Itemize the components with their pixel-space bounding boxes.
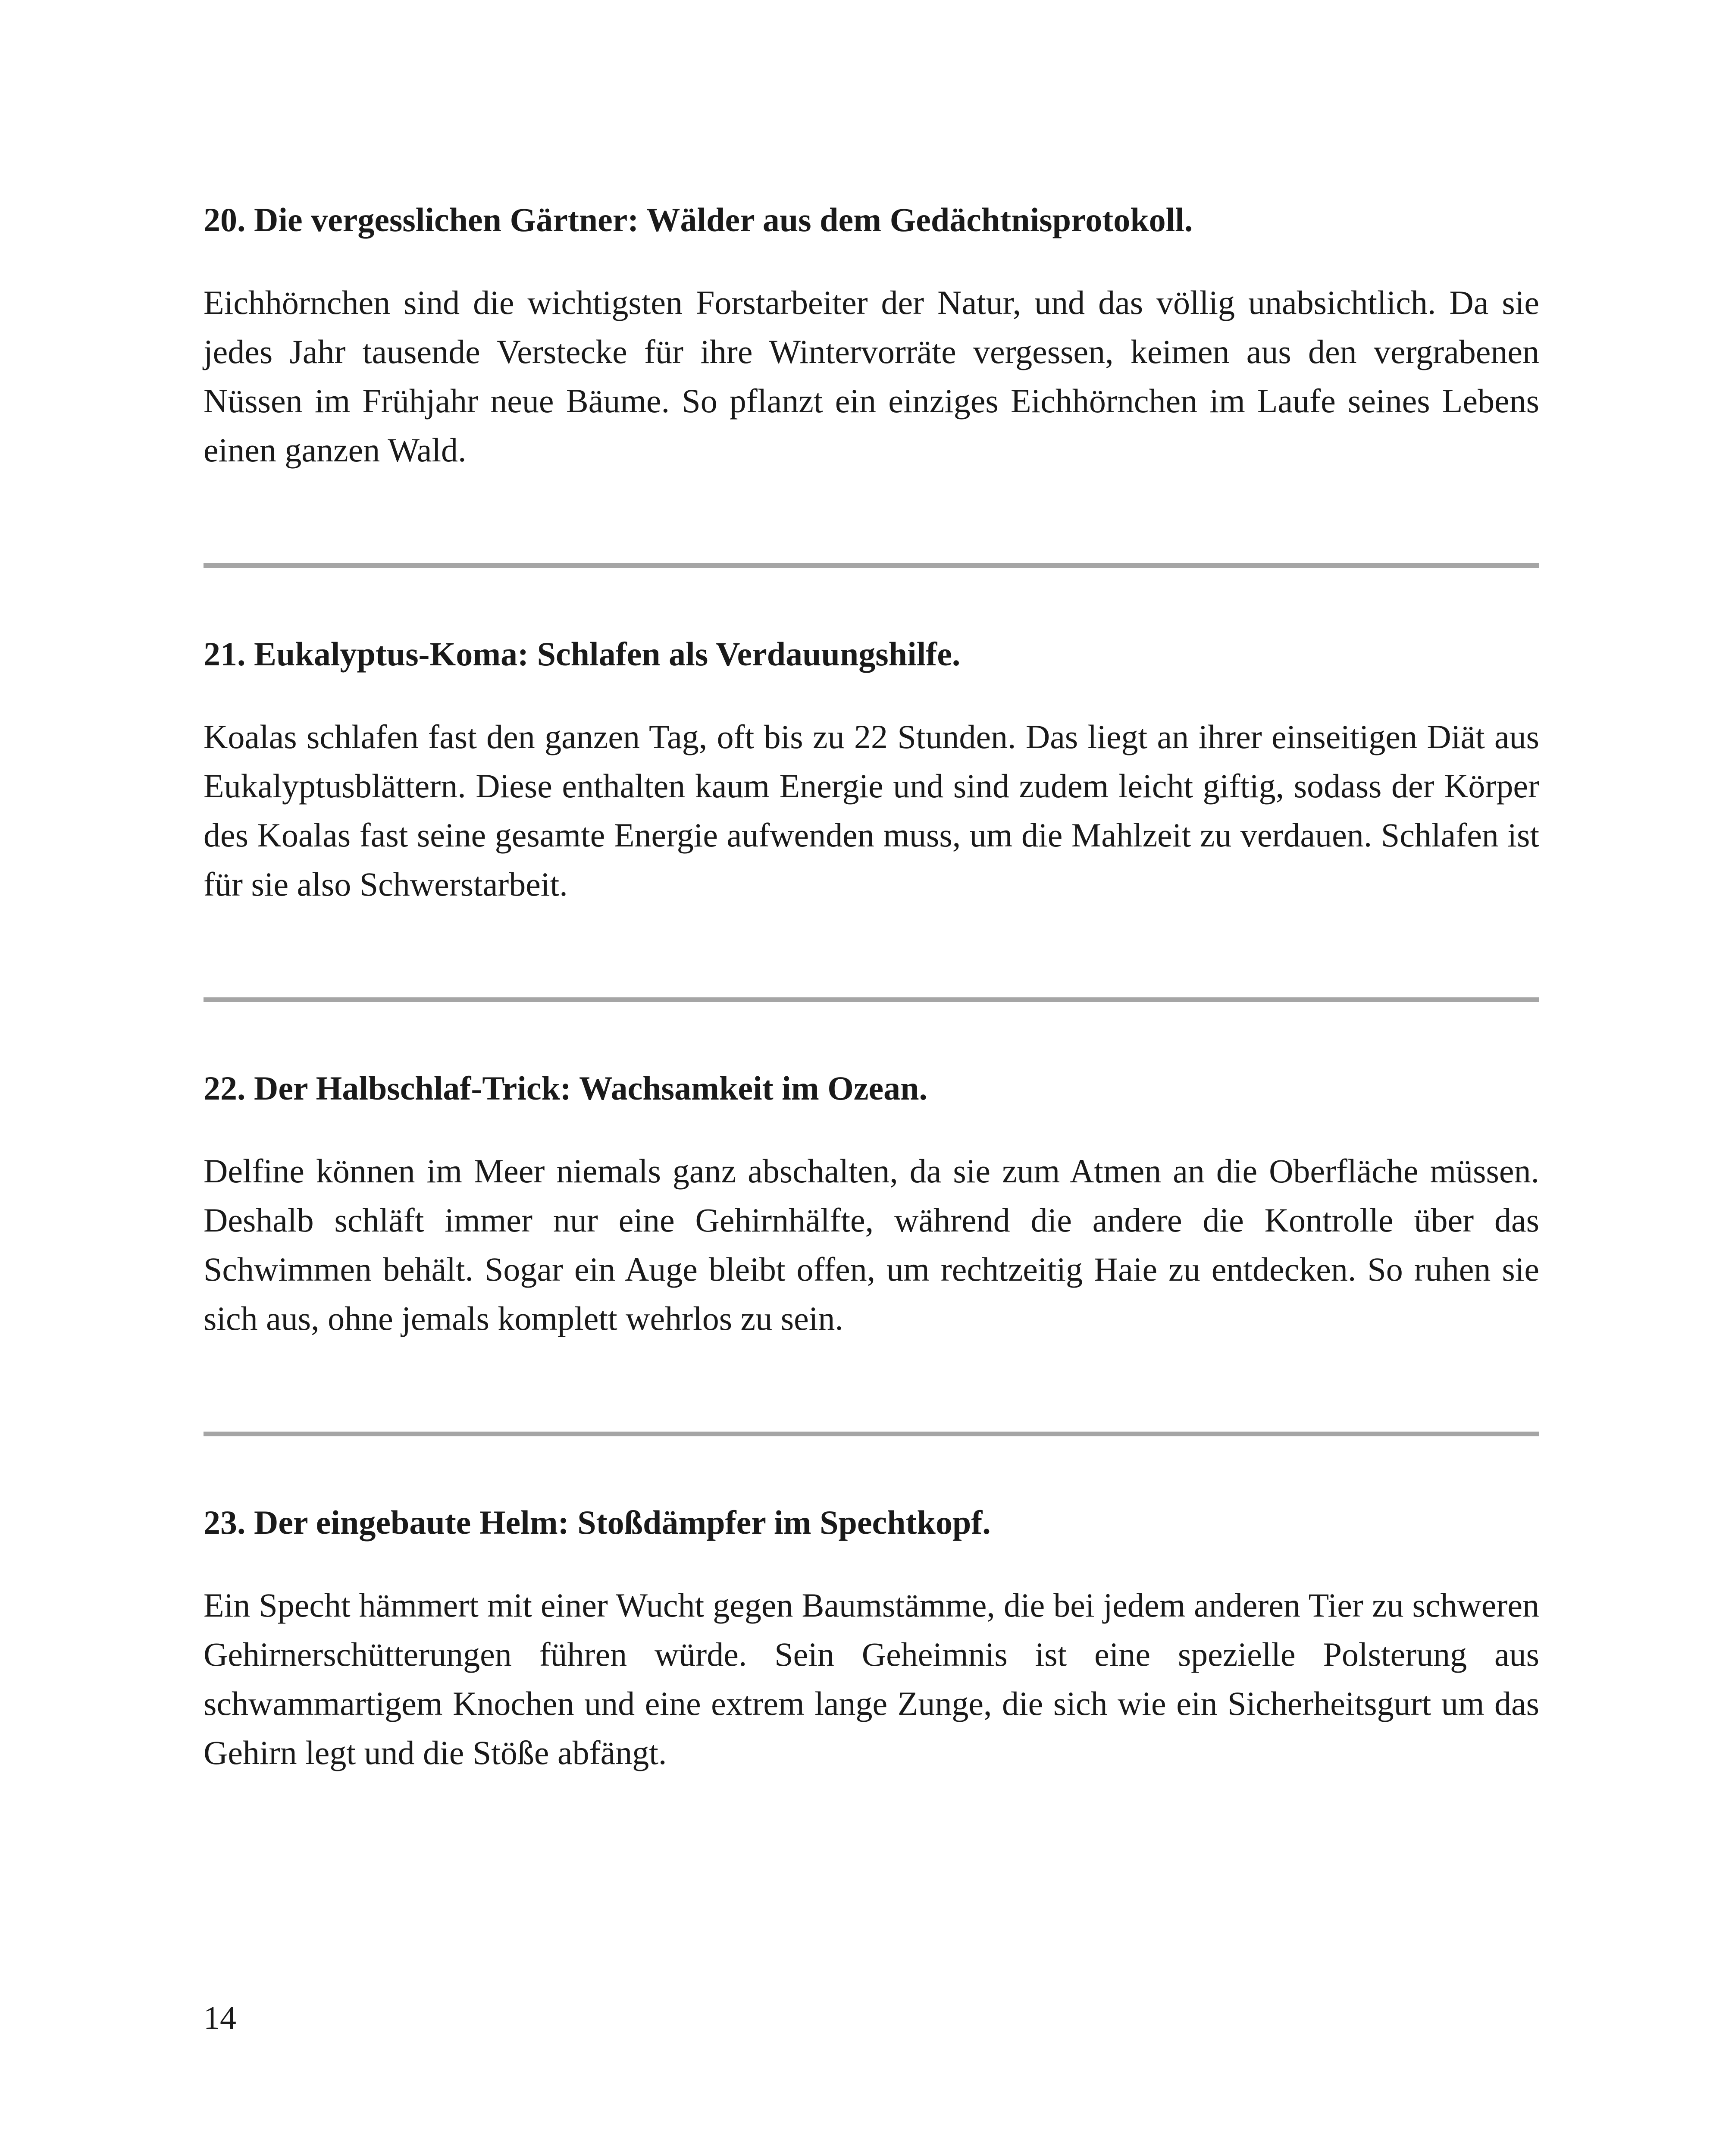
section-22 <box>204 1065 1539 1343</box>
section-body: Eichhörnchen sind die wichtigsten Forstarbeiter der Natur, und das völlig unabsichtlich. Da sie jedes Jahr tausende Verstecke für ihre Wintervorräte vergessen, keimen aus den vergrabenen Nüssen im Frühjahr neue Bäume. So pflanzt ein einziges Eichhörnchen im Laufe seines Lebens einen ganzen Wald. <box>204 284 1539 469</box>
page-content <box>204 196 1539 1777</box>
section-20 <box>204 196 1539 475</box>
section-heading: 21. Eukalyptus-Koma: Schlafen als Verdauungshilfe. <box>204 635 961 673</box>
section-23 <box>204 1499 1539 1777</box>
section-divider <box>204 563 1539 568</box>
section-body: Koalas schlafen fast den ganzen Tag, oft bis zu 22 Stunden. Das liegt an ihrer einseitigen Diät aus Eukalyptusblättern. Diese enthalten kaum Energie und sind zudem leicht giftig, sodass der Körper des Koalas fast seine gesamte Energie aufwenden muss, um die Mahlzeit zu verdauen. Schlafen ist für sie also Schwerstarbeit. <box>204 718 1539 903</box>
section-heading: 22. Der Halbschlaf-Trick: Wachsamkeit im Ozean. <box>204 1069 928 1107</box>
section-21 <box>204 630 1539 909</box>
section-body: Ein Specht hämmert mit einer Wucht gegen Baumstämme, die bei jedem anderen Tier zu schweren Gehirnerschütterungen führen würde. Sein Geheimnis ist eine spezielle Polsterung aus schwammartigem Knochen und eine extrem lange Zunge, die sich wie ein Sicherheitsgurt um das Gehirn legt und die Stöße abfängt. <box>204 1586 1539 1771</box>
section-body: Delfine können im Meer niemals ganz abschalten, da sie zum Atmen an die Oberfläche müssen. Deshalb schläft immer nur eine Gehirnhälfte, während die andere die Kontrolle über das Schwimmen behält. Sogar ein Auge bleibt offen, um rechtzeitig Haie zu entdecken. So ruhen sie sich aus, ohne jemals komplett wehrlos zu sein. <box>204 1152 1539 1337</box>
page-number: 14 <box>204 2000 236 2036</box>
section-divider <box>204 1432 1539 1436</box>
section-divider <box>204 997 1539 1002</box>
section-heading: 20. Die vergesslichen Gärtner: Wälder aus dem Gedächtnisprotokoll. <box>204 201 1193 238</box>
section-heading: 23. Der eingebaute Helm: Stoßdämpfer im Spechtkopf. <box>204 1504 991 1541</box>
